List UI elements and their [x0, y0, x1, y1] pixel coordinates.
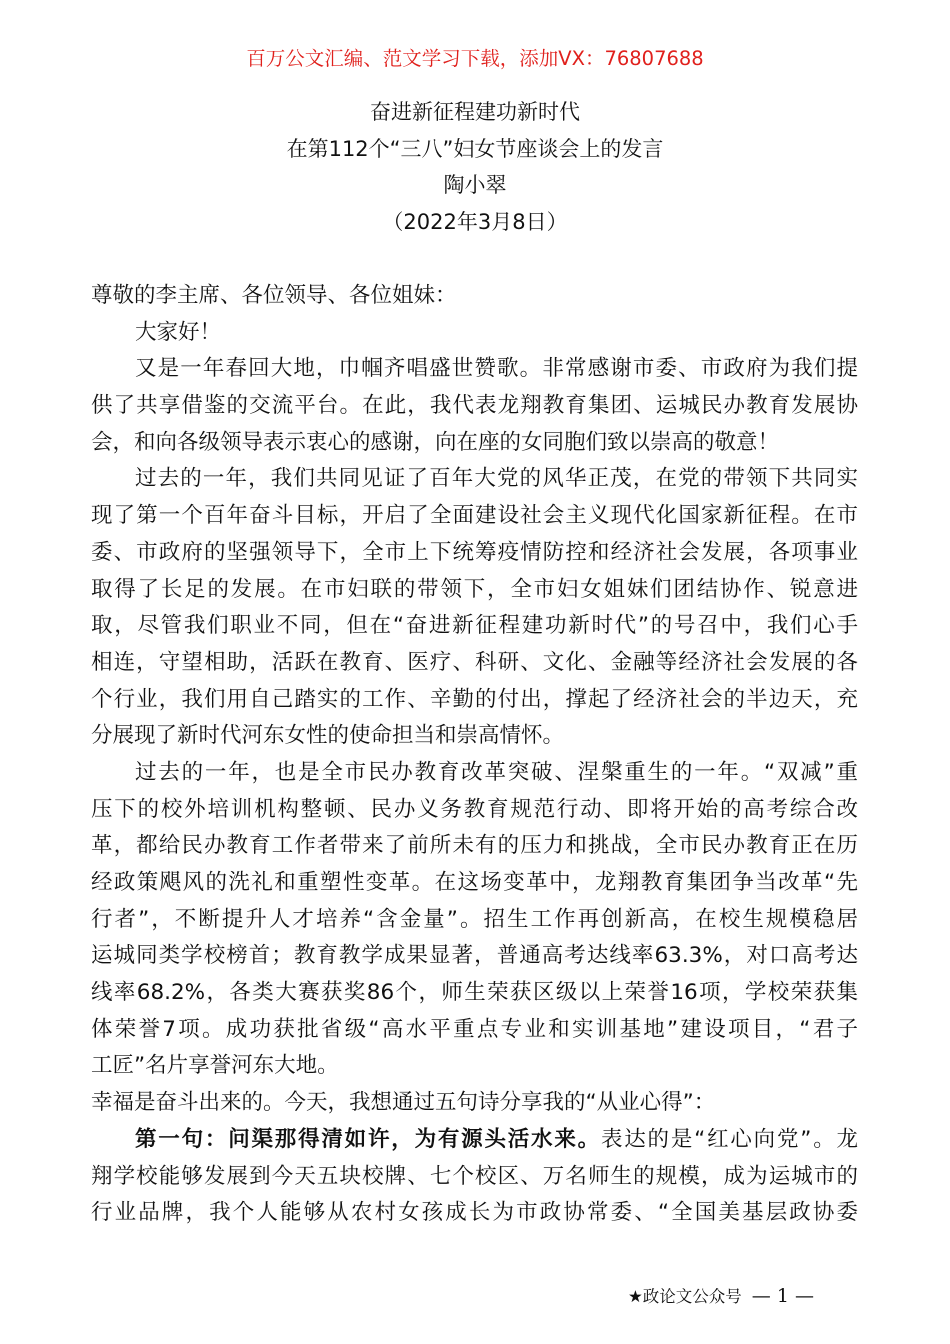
text-line: 运城同类学校榜首；教育教学成果显著，普通高考达线率63.3%，对口高考达: [91, 943, 858, 969]
watermark-banner: 百万公文汇编、范文学习下载，添加VX：76807688: [246, 47, 704, 70]
date: （2022年3月8日）: [382, 210, 568, 235]
text-line: 翔学校能够发展到今天五块校牌、七个校区、万名师生的规模，成为运城市的: [91, 1163, 858, 1189]
text-line: 工匠”名片享誉河东大地。: [91, 1053, 339, 1079]
text-line: 行者”，不断提升人才培养“含金量”。招生工作再创新高，在校生规模稳居: [91, 906, 858, 932]
bold-lead: 第一句：问渠那得清如许，为有源头活水来。: [135, 1126, 601, 1152]
text-line: 取，尽管我们职业不同，但在“奋进新征程建功新时代”的号召中，我们心手: [91, 613, 858, 639]
text-line: 尊敬的李主席、各位领导、各位姐妹：: [91, 283, 457, 308]
text-line: 分展现了新时代河东女性的使命担当和崇高情怀。: [91, 723, 565, 749]
text-line: 线率68.2%，各类大赛获奖86个，师生荣获区级以上荣誉16项，学校荣获集: [91, 980, 858, 1006]
text-line: 经政策飓风的洗礼和重塑性变革。在这场变革中，龙翔教育集团争当改革“先: [91, 870, 858, 895]
text-line: 大家好！: [135, 319, 222, 345]
text-line: 又是一年春回大地，巾帼齐唱盛世赞歌。非常感谢市委、市政府为我们提: [135, 356, 858, 382]
text-line: 取得了长足的发展。在市妇联的带领下，全市妇女姐妹们团结协作、锐意进: [91, 576, 858, 602]
text-line: 相连，守望相助，活跃在教育、医疗、科研、文化、金融等经济社会发展的各: [91, 649, 858, 675]
text-line: 行业品牌，我个人能够从农村女孩成长为市政协常委、“全国美基层政协委: [91, 1200, 858, 1226]
page-number: — 1 —: [751, 1285, 814, 1307]
text-line-rest: 表达的是“红心向党”。龙: [600, 1126, 858, 1152]
page-footer: [628, 1282, 814, 1311]
text-line: 过去的一年，我们共同见证了百年大党的风华正茂，在党的带领下共同实: [135, 466, 858, 492]
text-line: 压下的校外培训机构整顿、民办义务教育规范行动、即将开始的高考综合改: [91, 796, 858, 822]
heading-block: [0, 94, 950, 241]
text-line: 革，都给民办教育工作者带来了前所未有的压力和挑战，全市民办教育正在历: [91, 833, 858, 859]
text-line: 供了共享借鉴的交流平台。在此，我代表龙翔教育集团、运城民办教育发展协: [91, 393, 858, 419]
text-line: 会，和向各级领导表示衷心的感谢，向在座的女同胞们致以崇高的敬意！: [91, 429, 780, 455]
text-line: 个行业，我们用自己踏实的工作、辛勤的付出，撑起了经济社会的半边天，充: [91, 686, 858, 712]
document-title: 奋进新征程建功新时代: [370, 100, 580, 124]
text-line: [91, 1122, 858, 1159]
footer-source: ★政论文公众号: [628, 1287, 742, 1306]
document-subtitle: 在第112个“三八”妇女节座谈会上的发言: [286, 136, 664, 161]
text-line: 过去的一年，也是全市民办教育改革突破、涅槃重生的一年。“双减”重: [135, 759, 858, 785]
text-line: 幸福是奋斗出来的。今天，我想通过五句诗分享我的“从业心得”：: [91, 1090, 716, 1116]
author: 陶小翠: [443, 173, 507, 198]
text-line: 委、市政府的坚强领导下，全市上下统筹疫情防控和经济社会发展，各项事业: [91, 539, 858, 565]
text-line: 现了第一个百年奋斗目标，开启了全面建设社会主义现代化国家新征程。在市: [91, 503, 858, 529]
text-line: 体荣誉7项。成功获批省级“高水平重点专业和实训基地”建设项目，“君子: [91, 1016, 858, 1042]
document-body: [91, 278, 858, 1232]
